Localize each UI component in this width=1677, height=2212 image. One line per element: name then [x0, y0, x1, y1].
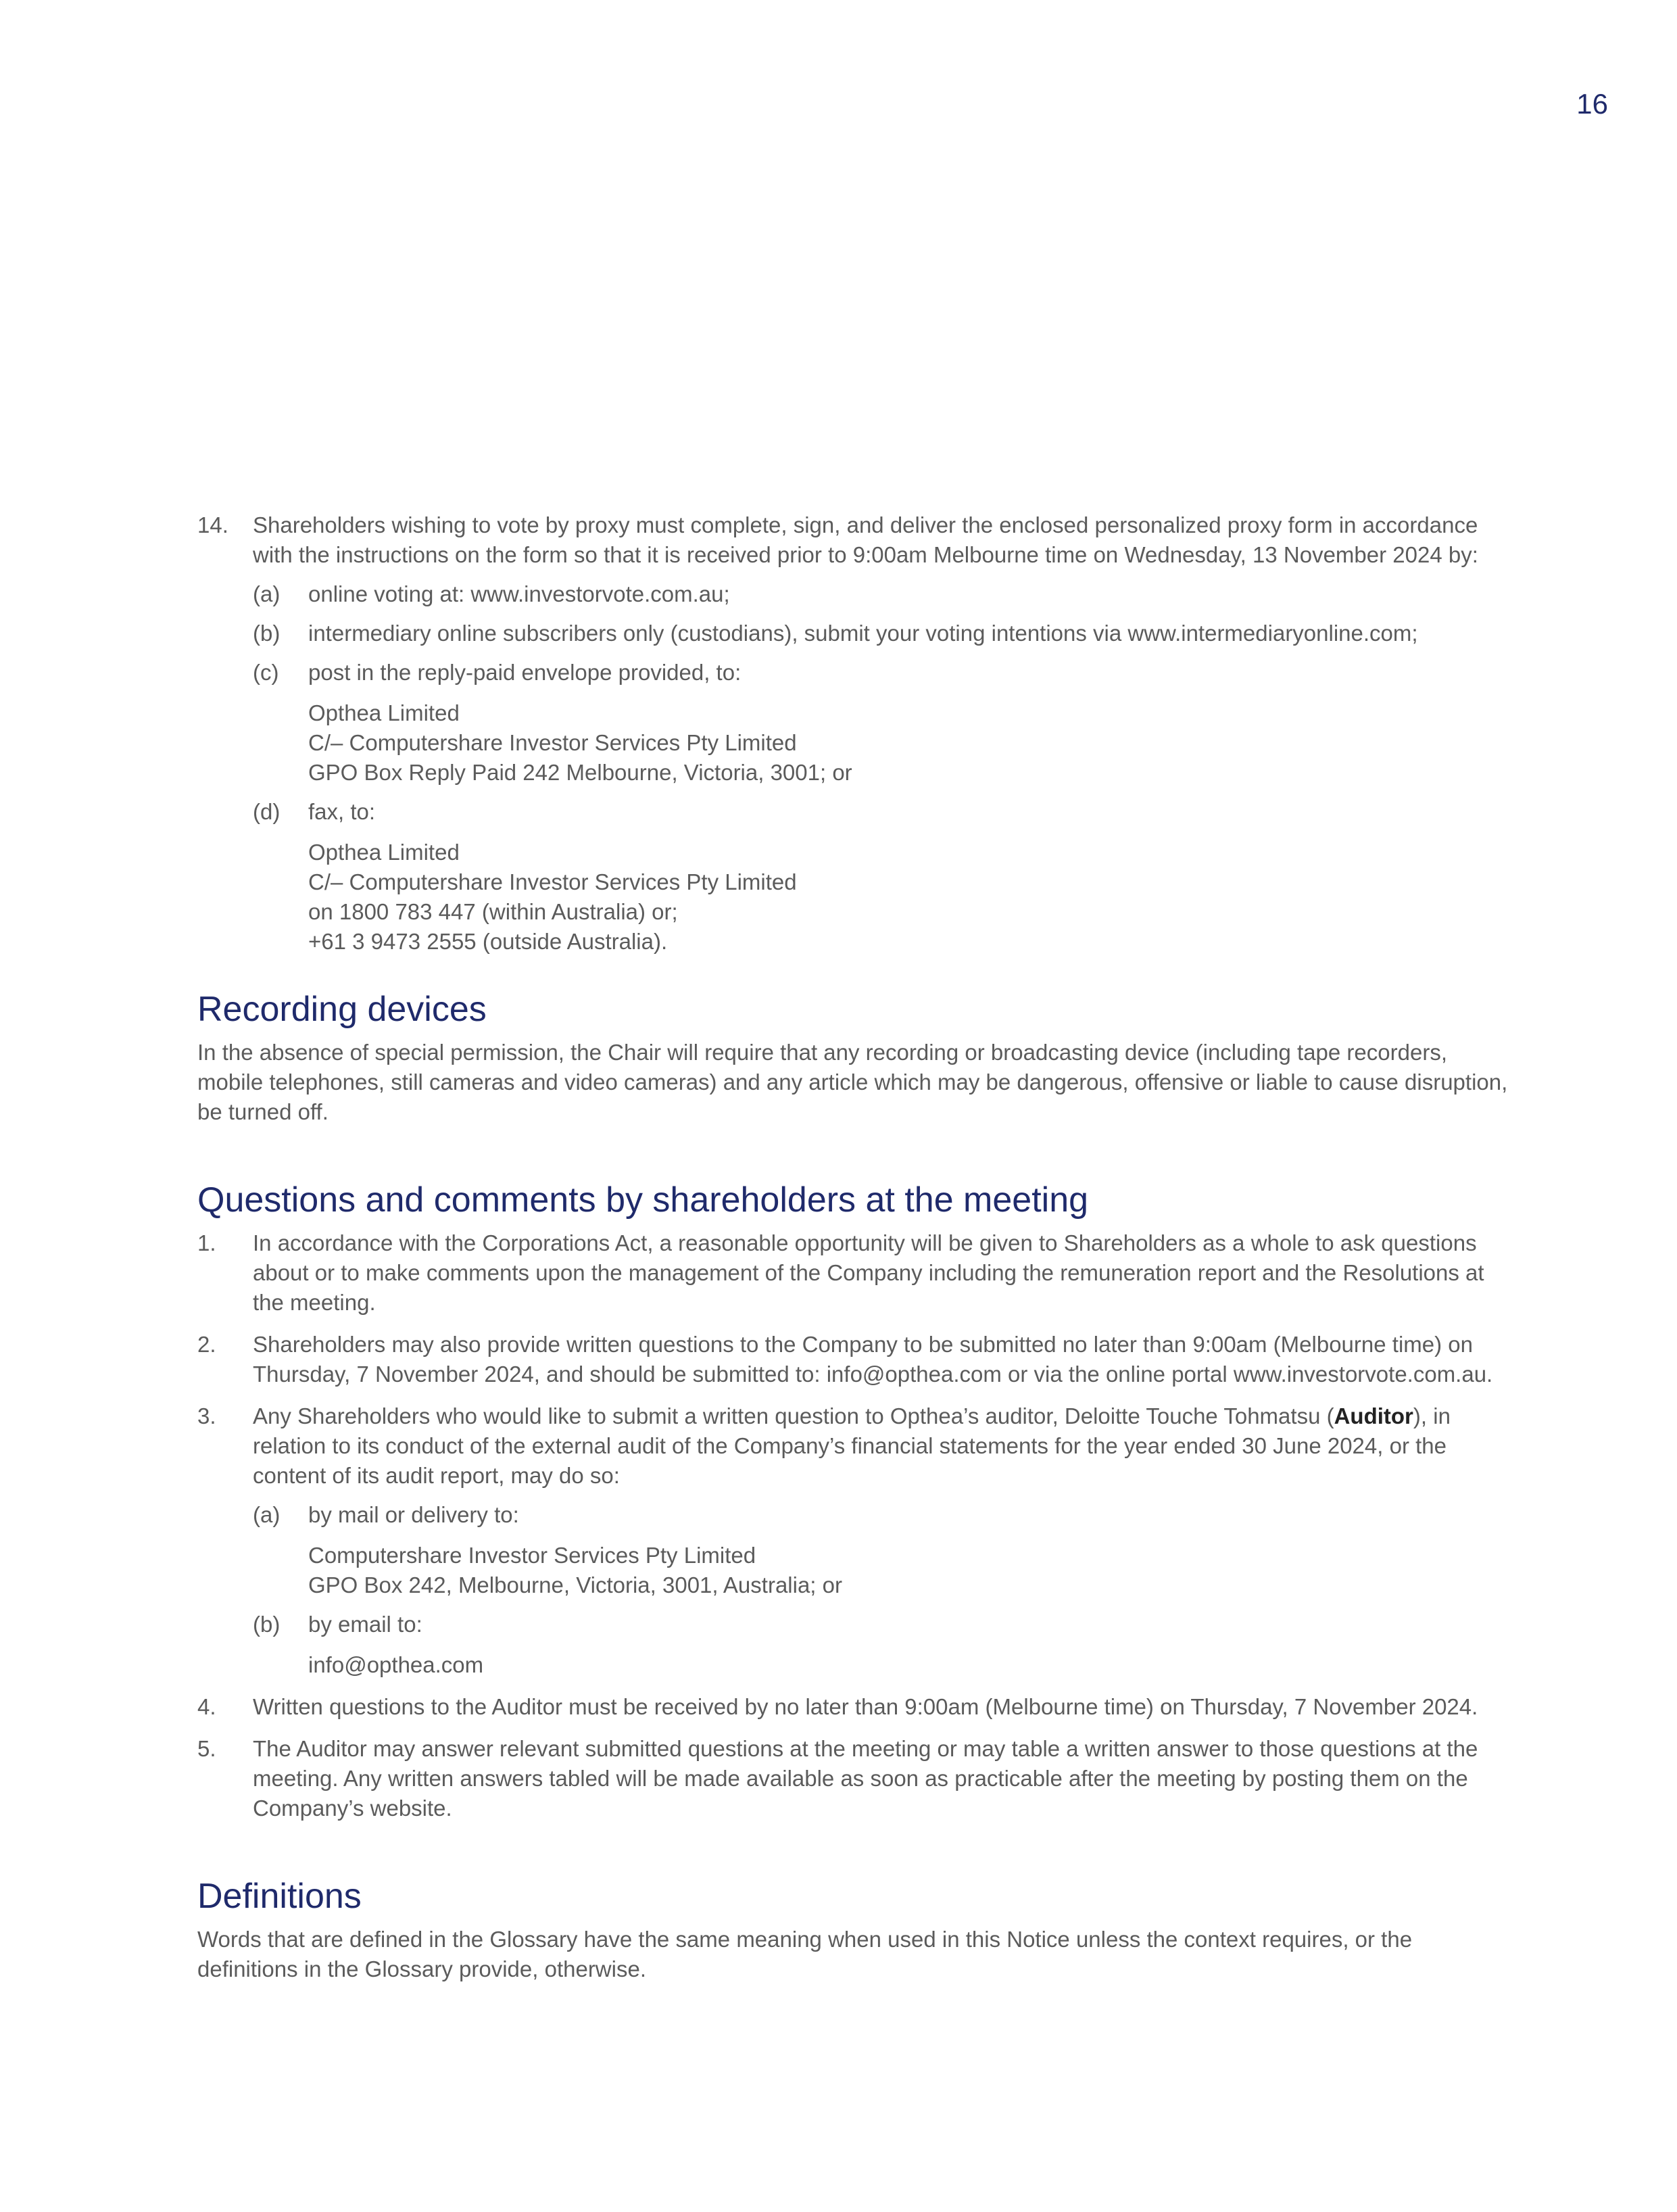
- list-item: [197, 1228, 1515, 1318]
- item-number: 3.: [197, 1403, 216, 1428]
- mail-address: [308, 1541, 1515, 1600]
- sub-item-text: online voting at: www.investorvote.com.au;: [308, 581, 730, 606]
- sub-item-letter: (c): [253, 660, 279, 685]
- sub-item-a: [253, 1500, 1515, 1600]
- sub-item-b: [253, 619, 1515, 648]
- address-line: C/– Computershare Investor Services Pty Limited: [308, 730, 797, 755]
- sub-item-letter: (b): [253, 1612, 281, 1637]
- sub-item-text: intermediary online subscribers only (custodians), submit your voting intentions via www.intermediaryonline.com;: [308, 621, 1418, 646]
- list-item: [197, 1330, 1515, 1389]
- item-number: 1.: [197, 1230, 216, 1255]
- section-text: In the absence of special permission, the Chair will require that any recording or broadcasting device (including tape recorders, mobile telephones, still cameras and video cameras) and any article which may be dangerous, offensive or liable to cause disruption, be turned off.: [197, 1040, 1508, 1124]
- definitions-section: [197, 1875, 1515, 1984]
- sub-item-letter: (b): [253, 621, 281, 646]
- sub-item-a: [253, 579, 1515, 609]
- item-text: Written questions to the Auditor must be received by no later than 9:00am (Melbourne time) on Thursday, 7 November 2024.: [253, 1694, 1478, 1719]
- list-item: [197, 1692, 1515, 1722]
- fax-address: [308, 838, 1515, 957]
- address-line: C/– Computershare Investor Services Pty Limited: [308, 869, 797, 894]
- sub-item-b: [253, 1610, 1515, 1680]
- sub-item-text: by email to:: [308, 1612, 422, 1637]
- section-heading: Definitions: [197, 1877, 362, 1916]
- item-number: 4.: [197, 1694, 216, 1719]
- item-number: 5.: [197, 1736, 216, 1761]
- list-item: [197, 1401, 1515, 1680]
- sub-item-text: fax, to:: [308, 799, 376, 824]
- sub-item-letter: (a): [253, 581, 281, 606]
- address-line: on 1800 783 447 (within Australia) or;: [308, 899, 678, 924]
- address-line: Opthea Limited: [308, 700, 460, 725]
- item-text-after: ), in relation to its conduct of the external audit of the Company’s financial statements for the year ended 30 June 2024, or the content of its audit report, may do so:: [253, 1403, 1451, 1488]
- item-text-before: Any Shareholders who would like to submit a written question to Opthea’s auditor, Deloitte Touche Tohmatsu (: [253, 1403, 1334, 1428]
- item-text: Shareholders wishing to vote by proxy must complete, sign, and deliver the enclosed personalized proxy form in accordance with the instructions on the form so that it is received prior to 9:00am Melbourne time on Wednesday, 13 November 2024 by:: [253, 512, 1478, 567]
- defined-term: Auditor: [1334, 1403, 1413, 1428]
- sub-item-c: [253, 658, 1515, 788]
- sub-item-letter: (d): [253, 799, 281, 824]
- address-line: Computershare Investor Services Pty Limited: [308, 1543, 756, 1568]
- email-address: [308, 1650, 1515, 1680]
- section-heading: Questions and comments by shareholders at the meeting: [197, 1180, 1089, 1220]
- item-number: 2.: [197, 1332, 216, 1357]
- address-line: GPO Box Reply Paid 242 Melbourne, Victoria, 3001; or: [308, 760, 852, 785]
- questions-section: [197, 1178, 1515, 1823]
- sub-item-d: [253, 797, 1515, 957]
- address-line: +61 3 9473 2555 (outside Australia).: [308, 929, 668, 954]
- section-text: Words that are defined in the Glossary have the same meaning when used in this Notice unless the context requires, or the definitions in the Glossary provide, otherwise.: [197, 1927, 1413, 1981]
- sub-item-letter: (a): [253, 1502, 281, 1527]
- item-text: [253, 1401, 1515, 1491]
- page-content: [197, 510, 1515, 1984]
- item-text: In accordance with the Corporations Act, a reasonable opportunity will be given to Shareholders as a whole to ask questions about or to make comments upon the management of the Company including the remuneration report and the Resolutions at the meeting.: [253, 1230, 1484, 1315]
- address-line: Opthea Limited: [308, 840, 460, 865]
- section-heading: Recording devices: [197, 990, 487, 1029]
- recording-section: [197, 988, 1515, 1127]
- list-item-14: [197, 510, 1515, 957]
- item-text: The Auditor may answer relevant submitted questions at the meeting or may table a written answer to those questions at the meeting. Any written answers tabled will be made available as soon as practicable after the meeting by posting them on the Company’s website.: [253, 1736, 1478, 1821]
- postal-address: [308, 698, 1515, 788]
- address-line: info@opthea.com: [308, 1652, 484, 1677]
- list-item: [197, 1734, 1515, 1823]
- sub-item-text: by mail or delivery to:: [308, 1502, 519, 1527]
- item-number: 14.: [197, 512, 228, 537]
- page-number: 16: [1576, 88, 1608, 120]
- item-text: Shareholders may also provide written questions to the Company to be submitted no later than 9:00am (Melbourne time) on Thursday, 7 November 2024, and should be submitted to: info@opthea.com or via the online portal www.investorvote.com.au.: [253, 1332, 1493, 1387]
- address-line: GPO Box 242, Melbourne, Victoria, 3001, Australia; or: [308, 1572, 842, 1597]
- sub-item-text: post in the reply-paid envelope provided, to:: [308, 660, 742, 685]
